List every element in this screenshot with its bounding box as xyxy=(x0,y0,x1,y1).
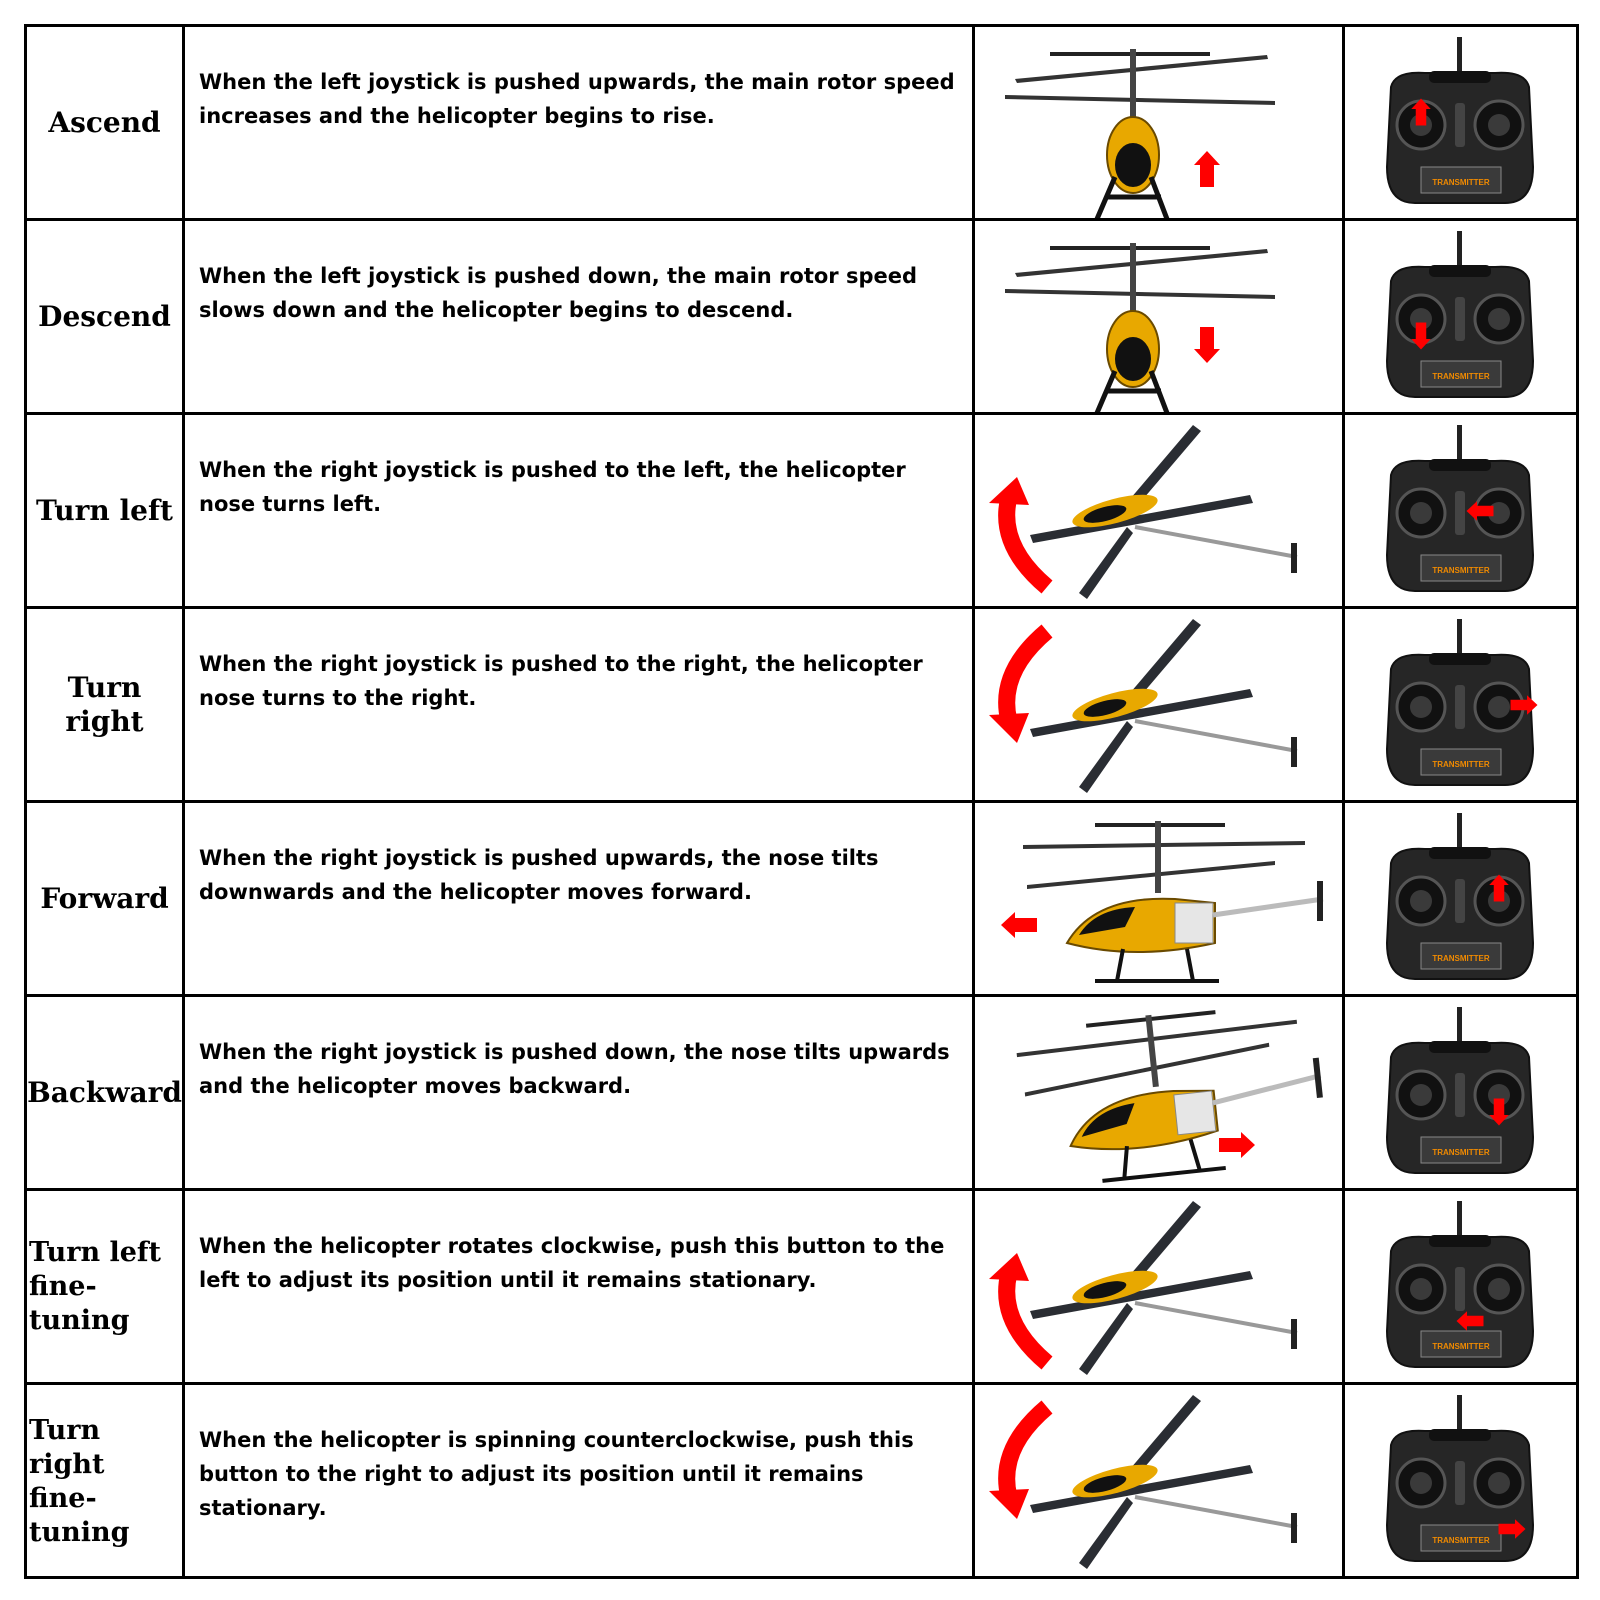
maneuver-name: Forward xyxy=(27,803,185,994)
curved-arrow-icon xyxy=(1007,1407,1047,1497)
transmitter-illustration xyxy=(1345,1385,1576,1579)
helicopter-front-view-icon xyxy=(1005,243,1275,412)
maneuver-name: Descend xyxy=(27,221,185,412)
helicopter-illustration xyxy=(975,1191,1345,1382)
helicopter-top-view-icon xyxy=(1030,425,1297,599)
transmitter-illustration xyxy=(1345,1191,1576,1382)
table-row xyxy=(27,27,1576,221)
transmitter-icon xyxy=(1387,813,1533,979)
curved-arrow-head-icon xyxy=(989,477,1029,505)
maneuver-description: When the right joystick is pushed to the right, the helicopter nose turns to the right. xyxy=(185,609,975,800)
helicopter-illustration xyxy=(975,1385,1345,1579)
maneuver-name: Turn right fine-tuning xyxy=(27,1385,185,1579)
maneuver-name: Ascend xyxy=(27,27,185,218)
helicopter-illustration xyxy=(975,609,1345,800)
maneuver-description: When the right joystick is pushed to the left, the helicopter nose turns left. xyxy=(185,415,975,606)
transmitter-illustration xyxy=(1345,803,1576,994)
transmitter-illustration xyxy=(1345,415,1576,606)
helicopter-side-view-icon xyxy=(1023,821,1323,981)
helicopter-illustration xyxy=(975,803,1345,994)
maneuver-name: Turn left xyxy=(27,415,185,606)
maneuver-name: Backward xyxy=(27,997,185,1188)
transmitter-illustration xyxy=(1345,997,1576,1188)
red-arrow-down-icon xyxy=(1194,327,1220,363)
table-row xyxy=(27,997,1576,1191)
maneuver-name: Turn left fine-tuning xyxy=(27,1191,185,1382)
table-row xyxy=(27,415,1576,609)
table-row xyxy=(27,1191,1576,1385)
maneuver-description: When the right joystick is pushed down, the nose tilts upwards and the helicopter moves backward. xyxy=(185,997,975,1188)
transmitter-label: TRANSMITTER xyxy=(1432,1536,1490,1545)
curved-arrow-icon xyxy=(1007,1273,1047,1363)
controls-table xyxy=(24,24,1579,1579)
maneuver-description: When the helicopter rotates clockwise, push this button to the left to adjust its position until it remains stationary. xyxy=(185,1191,975,1382)
curved-arrow-icon xyxy=(1007,631,1047,721)
transmitter-label: TRANSMITTER xyxy=(1432,372,1490,381)
red-arrow-up-icon xyxy=(1194,151,1220,187)
helicopter-illustration xyxy=(975,27,1345,218)
transmitter-illustration xyxy=(1345,221,1576,412)
transmitter-icon xyxy=(1387,1007,1533,1173)
helicopter-illustration xyxy=(975,997,1345,1188)
transmitter-icon xyxy=(1387,1395,1533,1561)
helicopter-illustration xyxy=(975,415,1345,606)
maneuver-description: When the left joystick is pushed upwards, the main rotor speed increases and the helicopter begins to rise. xyxy=(185,27,975,218)
transmitter-icon xyxy=(1387,1201,1533,1367)
table-row xyxy=(27,1385,1576,1579)
curved-arrow-head-icon xyxy=(989,1489,1029,1519)
maneuver-description: When the right joystick is pushed upwards, the nose tilts downwards and the helicopter moves forward. xyxy=(185,803,975,994)
helicopter-top-view-icon xyxy=(1030,1395,1297,1569)
helicopter-front-view-icon xyxy=(1005,49,1275,218)
transmitter-label: TRANSMITTER xyxy=(1432,1342,1490,1351)
transmitter-label: TRANSMITTER xyxy=(1432,566,1490,575)
transmitter-icon xyxy=(1387,425,1533,591)
table-row xyxy=(27,803,1576,997)
table-row xyxy=(27,221,1576,415)
curved-arrow-head-icon xyxy=(989,1253,1029,1281)
transmitter-illustration xyxy=(1345,609,1576,800)
transmitter-label: TRANSMITTER xyxy=(1432,954,1490,963)
curved-arrow-head-icon xyxy=(989,713,1029,743)
helicopter-illustration xyxy=(975,221,1345,412)
transmitter-label: TRANSMITTER xyxy=(1432,1148,1490,1157)
helicopter-top-view-icon xyxy=(1030,619,1297,793)
curved-arrow-icon xyxy=(1007,497,1047,587)
maneuver-name: Turn right xyxy=(27,609,185,800)
red-arrow-left-icon xyxy=(1001,912,1037,938)
transmitter-illustration xyxy=(1345,27,1576,218)
maneuver-description: When the helicopter is spinning counterclockwise, push this button to the right to adjust its position until it remains stationary. xyxy=(185,1385,975,1579)
maneuver-description: When the left joystick is pushed down, the main rotor speed slows down and the helicopter begins to descend. xyxy=(185,221,975,412)
transmitter-icon xyxy=(1387,231,1533,397)
transmitter-icon xyxy=(1387,37,1533,203)
table-row xyxy=(27,609,1576,803)
transmitter-label: TRANSMITTER xyxy=(1432,760,1490,769)
helicopter-side-view-icon xyxy=(1014,998,1329,1188)
red-arrow-right-icon xyxy=(1219,1132,1255,1158)
transmitter-label: TRANSMITTER xyxy=(1432,178,1490,187)
helicopter-top-view-icon xyxy=(1030,1201,1297,1375)
